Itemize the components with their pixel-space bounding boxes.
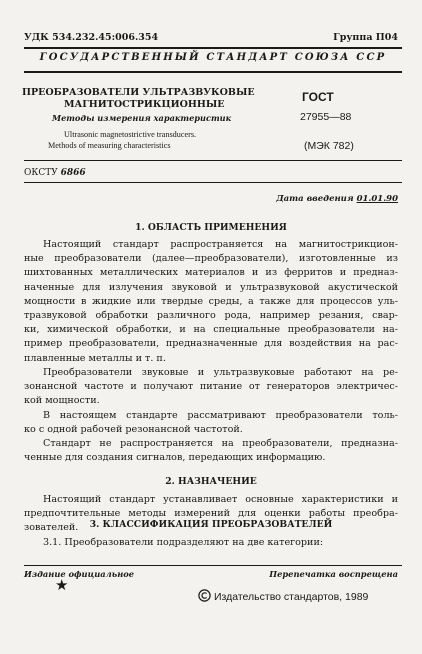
date-value: 01.01.90 (356, 194, 398, 204)
section-3-paragraph-1 (24, 536, 398, 550)
text-line: В настоящем стандарте рассматривают преобразователи толь- (43, 410, 398, 421)
footer-official-edition: Издание официальное (24, 569, 135, 579)
section-1-paragraph-1 (24, 238, 398, 366)
text-line: Стандарт не распространяется на преобразователи, предназна- (43, 438, 398, 449)
text-line: плавленные металлы и т. п. (24, 352, 166, 364)
text-line: 3.1. Преобразователи подразделяют на две категории: (43, 537, 324, 548)
text-line: ко с одной рабочей резонансной частотой. (24, 424, 243, 436)
text-line: Настоящий стандарт распространяется на магнитострикцион- (43, 239, 398, 250)
text-line: ные преобразователи (далее—преобразователи), изготовленные из (24, 253, 398, 265)
text-line: наченные для излучения звуковой и ультразвуковой акустической (24, 281, 398, 293)
section-1-heading: 1. ОБЛАСТЬ ПРИМЕНЕНИЯ (135, 222, 287, 233)
text-line: шихтованных металлических материалов и из ферритов и предназ- (24, 267, 398, 279)
okstu-rule (24, 182, 402, 183)
section-1-paragraph-3 (24, 409, 398, 437)
copyright-text: Издательство стандартов, 1989 (214, 591, 369, 603)
star-icon: ★ (55, 576, 69, 594)
date-label: Дата введения (276, 194, 354, 204)
gost-label: ГОСТ (302, 90, 334, 104)
standard-line: ГОСУДАРСТВЕННЫЙ СТАНДАРТ СОЮЗА ССР (39, 52, 387, 63)
text-line: ки, химической обработки, и на специальные преобразователи на- (24, 324, 398, 336)
group-code: Группа П04 (333, 32, 398, 43)
title-english-2: Methods of measuring characteristics (48, 141, 171, 150)
text-line: Преобразователи звуковые и ультразвуковые работают на ре- (43, 367, 398, 378)
standard-rule (24, 71, 402, 73)
section-1-paragraph-4 (24, 437, 398, 465)
text-line: предпочтительные методы измерений для оценки работы преобра- (24, 508, 398, 520)
section-3-heading: 3. КЛАССИФИКАЦИЯ ПРЕОБРАЗОВАТЕЛЕЙ (89, 519, 333, 530)
footer-reprint-notice: Перепечатка воспрещена (269, 569, 398, 579)
text-line: тразвуковой обработки различного рода, например резания, свар- (24, 310, 398, 322)
text-line: пример преобразователи, предназначенные для воздействия на рас- (24, 338, 398, 350)
title-rule (24, 160, 402, 161)
okstu-value: 6866 (60, 168, 86, 178)
footer-rule (24, 565, 402, 566)
copyright-notice (198, 589, 368, 603)
section-2-heading: 2. НАЗНАЧЕНИЕ (165, 476, 257, 487)
okstu-code (24, 168, 86, 178)
copyright-icon (198, 589, 211, 602)
mek-reference: (МЭК 782) (304, 140, 354, 152)
text-line: Настоящий стандарт устанавливает основные характеристики и (43, 494, 398, 505)
text-line: зонансной частоте и получают питание от генераторов электричес- (24, 381, 398, 393)
section-1-paragraph-2 (24, 366, 398, 409)
title-line-2: МАГНИТОСТРИКЦИОННЫЕ (64, 99, 225, 110)
text-line: кой мощности. (24, 395, 100, 407)
okstu-label: ОКСТУ (24, 168, 58, 178)
text-line: ченные для создания сигналов, передающих информацию. (24, 452, 326, 464)
top-rule (24, 47, 402, 49)
title-english-1: Ultrasonic magnetostrictive transducers. (64, 130, 197, 139)
udk-code: УДК 534.232.45:006.354 (24, 32, 159, 43)
title-line-1: ПРЕОБРАЗОВАТЕЛИ УЛЬТРАЗВУКОВЫЕ (22, 87, 255, 98)
date-of-introduction (276, 194, 398, 204)
text-line: зователей. (24, 522, 79, 534)
title-methods: Методы измерения характеристик (52, 113, 232, 123)
gost-number: 27955—88 (300, 111, 352, 123)
text-line: мощности в жидкие или твердые среды, а также для процессов уль- (24, 295, 398, 307)
